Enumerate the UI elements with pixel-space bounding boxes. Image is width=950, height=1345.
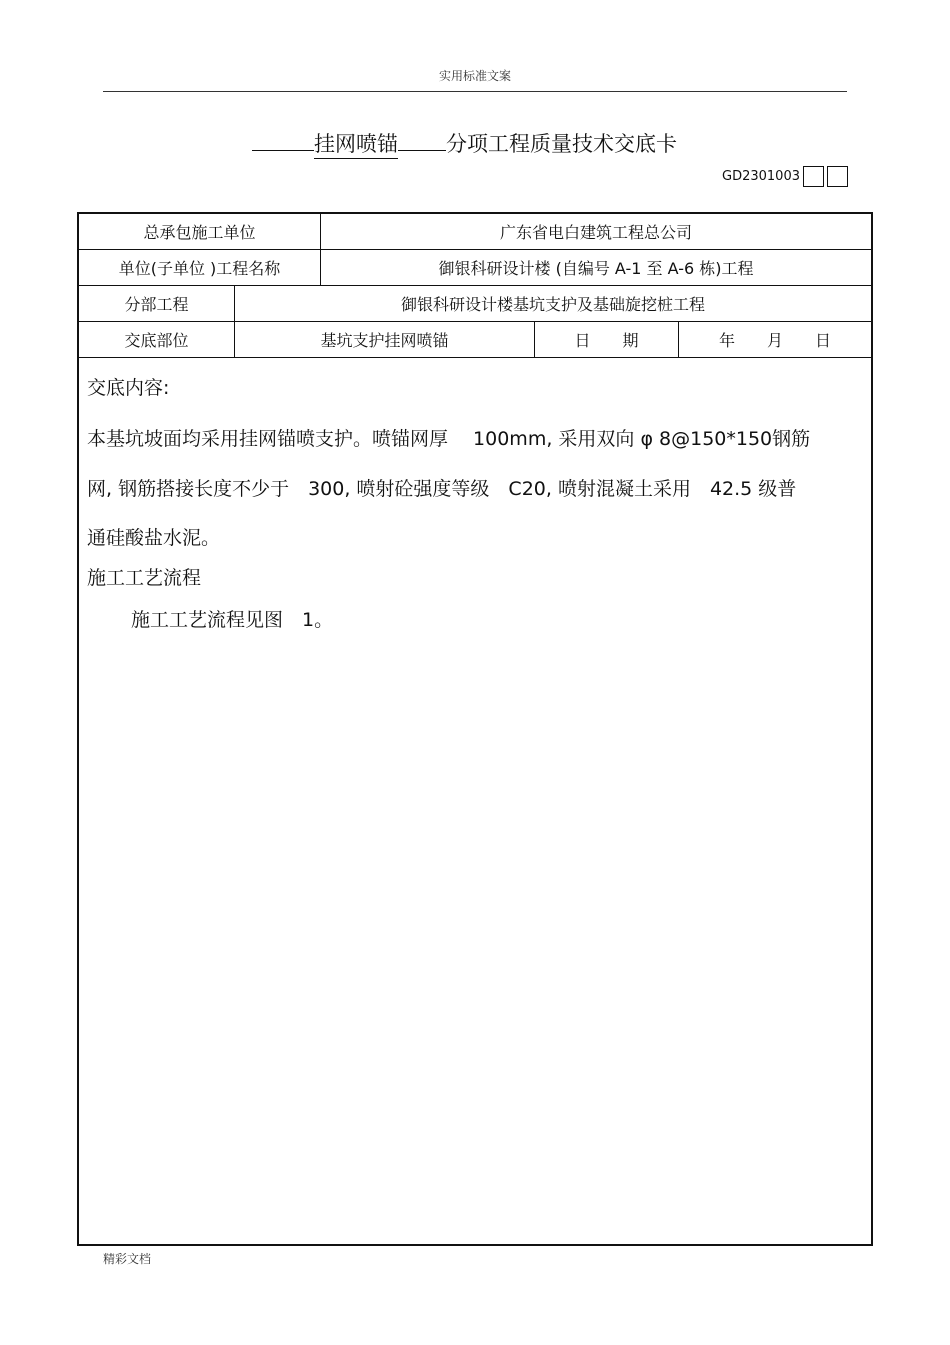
date-label: 日 期	[535, 322, 679, 357]
date-value: 年 月 日	[718, 331, 831, 350]
code-box	[827, 166, 848, 187]
row-sub-project	[79, 286, 871, 322]
general-contractor-label: 总承包施工单位	[79, 214, 321, 249]
content-line: 网, 钢筋搭接长度不少于 300, 喷射砼强度等级 C20, 喷射混凝土采用 42.5 级普	[87, 478, 797, 500]
row-project-name	[79, 250, 871, 286]
figure-reference: 施工工艺流程见图 1。	[131, 609, 334, 631]
project-name-label: 单位(子单位 )工程名称	[79, 250, 321, 285]
title-underline-left	[252, 150, 314, 151]
section-heading: 施工工艺流程	[87, 567, 202, 589]
page-header: 实用标准文案	[438, 69, 511, 83]
disclosure-form	[77, 212, 873, 1246]
title-blank-value: 挂网喷锚	[314, 128, 398, 159]
title-underline-right	[398, 150, 446, 151]
document-title	[252, 128, 677, 159]
project-name-value: 御银科研设计楼 (自编号 A-1 至 A-6 栋)工程	[438, 259, 754, 278]
disclosure-content	[79, 358, 871, 1244]
row-location	[79, 322, 871, 358]
location-label: 交底部位	[79, 322, 235, 357]
content-heading: 交底内容:	[87, 377, 170, 399]
content-line: 本基坑坡面均采用挂网锚喷支护。喷锚网厚 100mm, 采用双向 φ 8@150*150钢筋	[87, 428, 811, 450]
code-box	[803, 166, 824, 187]
sub-project-value: 御银科研设计楼基坑支护及基础旋挖桩工程	[400, 295, 705, 314]
content-line: 通硅酸盐水泥。	[87, 527, 221, 549]
header-rule	[103, 91, 847, 92]
title-suffix: 分项工程质量技术交底卡	[446, 132, 677, 156]
general-contractor-value: 广东省电白建筑工程总公司	[499, 223, 692, 242]
document-code	[722, 166, 848, 187]
location-value: 基坑支护挂网喷锚	[235, 322, 535, 357]
page-footer: 精彩文档	[103, 1252, 152, 1266]
row-general-contractor	[79, 214, 871, 250]
document-code-text: GD2301003	[722, 169, 800, 184]
sub-project-label: 分部工程	[79, 286, 235, 321]
